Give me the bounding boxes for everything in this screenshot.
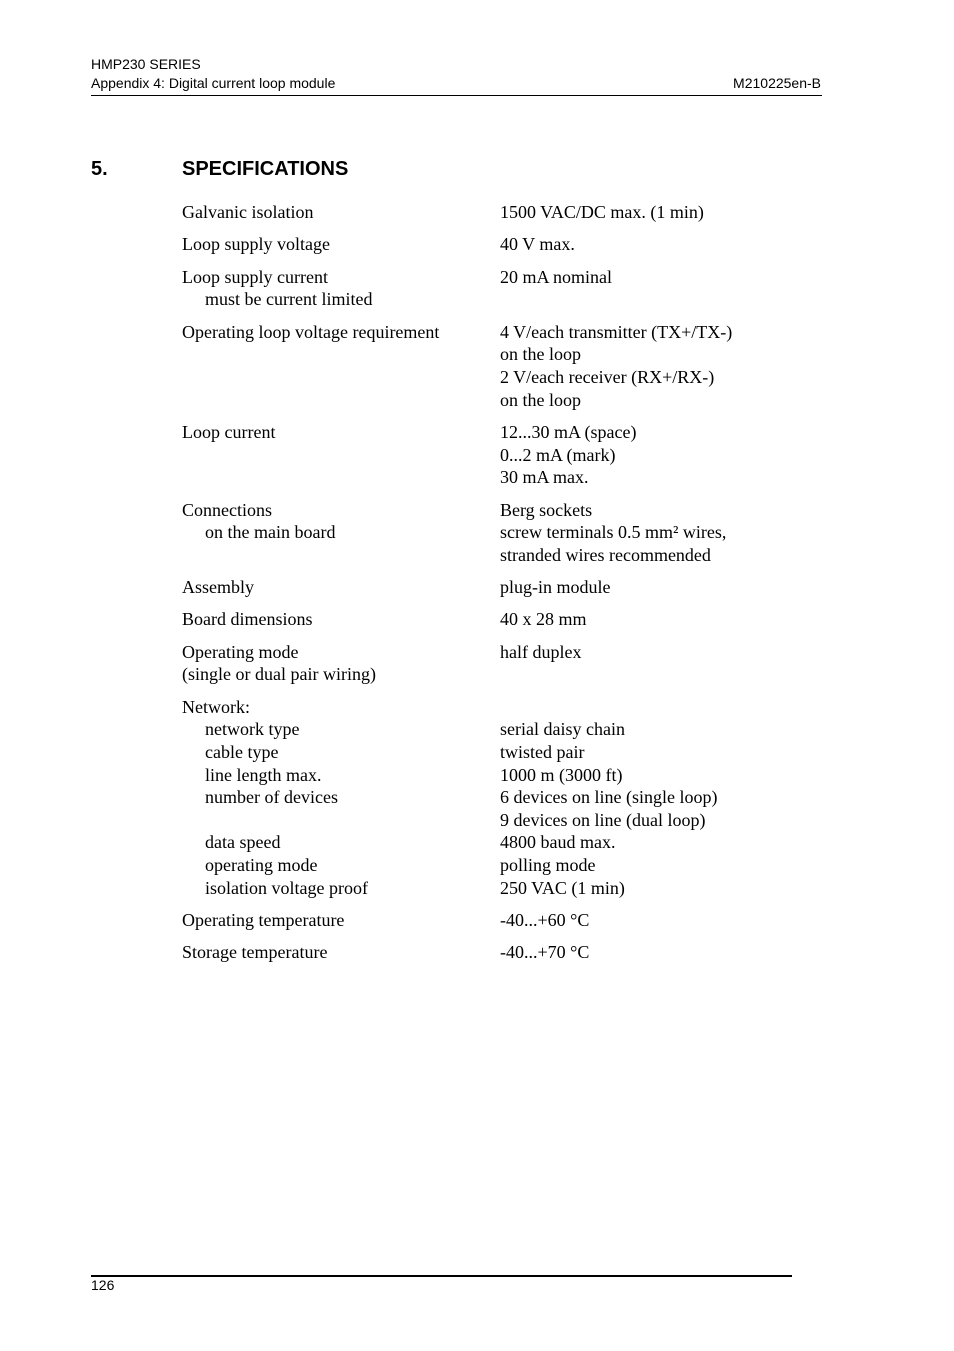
spec-label-line: cable type [205, 742, 279, 763]
spec-value-line: 40 x 28 mm [500, 609, 587, 630]
spec-label [182, 421, 500, 489]
spec-label-line: Network: [182, 696, 250, 717]
spec-value-line: 1000 m (3000 ft) [500, 764, 623, 785]
spec-value [500, 909, 802, 932]
spec-label-line: Storage temperature [182, 942, 328, 963]
spec-value [500, 421, 802, 489]
spec-value-line: 20 mA nominal [500, 266, 612, 287]
spec-label-line: Assembly [182, 577, 254, 598]
spec-row-assembly [182, 576, 802, 599]
spec-label-line: Operating loop voltage requirement [182, 321, 440, 342]
spec-value-line: 0...2 mA (mark) [500, 444, 616, 465]
spec-value [500, 266, 802, 311]
spec-label-line: Operating mode [182, 641, 299, 662]
header-appendix: Appendix 4: Digital current loop module [91, 75, 336, 91]
spec-label-line: line length max. [205, 764, 322, 785]
spec-label [182, 608, 500, 631]
spec-label-line: Loop supply current [182, 266, 328, 287]
spec-row-operating-mode [182, 641, 802, 686]
spec-value-line: 4 V/each transmitter (TX+/TX-) [500, 321, 733, 342]
spec-value [500, 696, 802, 899]
spec-label-line: must be current limited [205, 289, 373, 310]
spec-row-operating-loop-voltage [182, 321, 802, 411]
specifications-table [182, 201, 802, 974]
spec-value-line: half duplex [500, 641, 582, 662]
spec-label [182, 941, 500, 964]
spec-value-line: 6 devices on line (single loop) [500, 787, 718, 808]
spec-row-operating-temperature [182, 909, 802, 932]
spec-label [182, 321, 500, 411]
spec-value-line: twisted pair [500, 742, 585, 763]
spec-value-line: -40...+60 °C [500, 910, 590, 930]
spec-value-spacer [500, 696, 802, 719]
spec-value [500, 233, 802, 256]
spec-label [182, 909, 500, 932]
header-divider [91, 95, 822, 96]
spec-value [500, 641, 802, 686]
spec-row-network [182, 696, 802, 899]
spec-label [182, 696, 500, 899]
spec-value-line: 12...30 mA (space) [500, 421, 637, 442]
spec-label-line: Operating temperature [182, 910, 345, 930]
spec-label-line: isolation voltage proof [205, 877, 368, 898]
spec-label-line: network type [205, 719, 300, 740]
spec-value-line: 1500 VAC/DC max. (1 min) [500, 202, 704, 222]
spec-value-line: 9 devices on line (dual loop) [500, 809, 706, 830]
header-line [91, 75, 821, 92]
spec-label-line: Connections [182, 499, 272, 520]
spec-label [182, 266, 500, 311]
spec-value [500, 201, 802, 224]
spec-label [182, 233, 500, 256]
spec-value-line: 40 V max. [500, 234, 575, 255]
spec-label-line: Loop current [182, 421, 276, 442]
footer-divider [91, 1275, 792, 1277]
spec-row-loop-current [182, 421, 802, 489]
spec-label-spacer [182, 809, 500, 832]
spec-row-loop-supply-current [182, 266, 802, 311]
spec-label-line: operating mode [205, 855, 318, 876]
spec-value-line: 2 V/each receiver (RX+/RX-) [500, 366, 715, 387]
spec-value-line: screw terminals 0.5 mm² wires, [500, 522, 727, 543]
spec-label [182, 576, 500, 599]
spec-label-line: (single or dual pair wiring) [182, 664, 376, 685]
spec-value-line: polling mode [500, 855, 596, 876]
spec-value-line: 30 mA max. [500, 467, 589, 488]
spec-label-line: Board dimensions [182, 609, 313, 630]
spec-row-connections [182, 499, 802, 567]
spec-value-line: 4800 baud max. [500, 832, 616, 853]
spec-row-board-dimensions [182, 608, 802, 631]
spec-label-line: Galvanic isolation [182, 202, 314, 222]
spec-label [182, 499, 500, 567]
header-doc-code: M210225en-B [733, 75, 821, 91]
page-number: 126 [91, 1277, 115, 1293]
spec-label-line: Loop supply voltage [182, 234, 330, 255]
spec-row-loop-supply-voltage [182, 233, 802, 256]
spec-value [500, 499, 802, 567]
spec-label-line: data speed [205, 832, 281, 853]
spec-value-line: 250 VAC (1 min) [500, 877, 625, 898]
header-series: HMP230 SERIES [91, 56, 201, 72]
spec-label [182, 201, 500, 224]
section-title: SPECIFICATIONS [182, 158, 349, 180]
spec-label [182, 641, 500, 686]
spec-value-line: plug-in module [500, 577, 611, 598]
spec-row-storage-temperature [182, 941, 802, 964]
spec-value-line: -40...+70 °C [500, 942, 590, 963]
spec-value [500, 576, 802, 599]
spec-value-line: on the loop [500, 389, 581, 410]
spec-value [500, 321, 802, 411]
section-number: 5. [91, 158, 108, 180]
spec-value-line: serial daisy chain [500, 719, 625, 740]
spec-row-galvanic-isolation [182, 201, 802, 224]
spec-value [500, 941, 802, 964]
spec-value-line: stranded wires recommended [500, 544, 711, 565]
spec-value-line: on the loop [500, 344, 581, 365]
spec-label-line: number of devices [205, 787, 338, 808]
spec-value [500, 608, 802, 631]
spec-label-line: on the main board [205, 522, 336, 543]
spec-value-line: Berg sockets [500, 499, 593, 520]
